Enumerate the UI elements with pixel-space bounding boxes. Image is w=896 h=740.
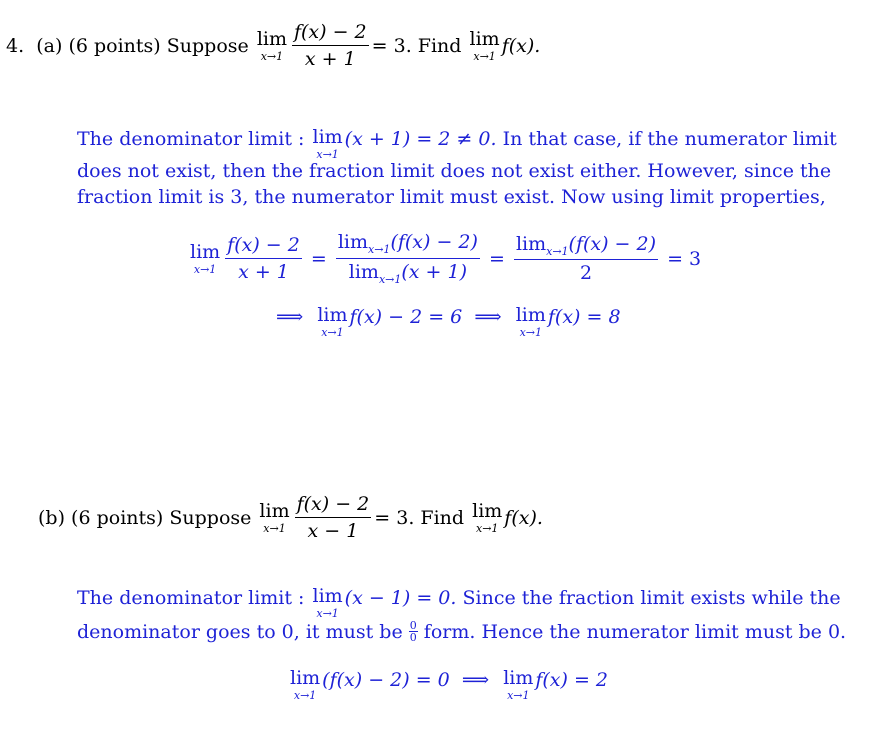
part-a-label: (a): [36, 34, 63, 57]
fraction: $\frac{\lim_{x\to 1}(f(x) - 2)}{\lim_{x\to 1}(x + 1)}$: [337, 231, 478, 286]
limit-operator: lim x→1: [312, 126, 343, 161]
limit-operator: lim x→1: [515, 304, 546, 339]
limit-operator: lim x→1: [469, 27, 500, 63]
part-b-points: (6 points): [71, 506, 164, 529]
fraction: $\frac{f(x) - 2}{x + 1}$: [293, 21, 367, 70]
part-b-label: (b): [38, 506, 65, 529]
part-a-suppose: Suppose: [166, 34, 249, 57]
question-b: (b) (6 points) Suppose lim x→1 $\frac{f(x) - 2}{x - 1}$ = 3. Find lim x→1 f(x).: [38, 493, 543, 542]
equals-three: = 3.: [371, 34, 412, 57]
equation-chain: lim x→1 $\frac{f(x) - 2}{x + 1}$ = $\frac{\lim_{x\to 1}(f(x) - 2)}{\lim_{x\to 1}(x + 1)}$ = $\frac{\lim_{x\to 1}(f(x) - 2)}{2}$ = 3: [190, 231, 702, 286]
implication-line: ⟹ lim x→1 f(x) − 2 = 6 ⟹ lim x→1 f(x) = 8: [276, 304, 621, 339]
find-label: Find: [417, 34, 462, 57]
part-a-points: (6 points): [68, 34, 161, 57]
fraction: $\frac{f(x) - 2}{x + 1}$: [227, 234, 300, 283]
problem-number: 4.: [6, 34, 25, 57]
limit-operator: lim x→1: [290, 667, 321, 702]
answer-b-line1: The denominator limit : lim x→1 (x − 1) = 0. Since the fraction limit exists while the: [77, 585, 841, 620]
limit-operator: lim x→1: [317, 304, 348, 339]
fraction: $\frac{\lim_{x\to 1}(f(x) - 2)}{2}$: [515, 232, 657, 285]
implies-arrow: ⟹: [276, 306, 304, 328]
limit-operator: lim x→1: [312, 585, 343, 620]
answer-a-line1: The denominator limit : lim x→1 (x + 1) = 2 ≠ 0. In that case, if the numerator limit: [77, 126, 837, 161]
limit-operator: lim x→1: [256, 27, 287, 63]
zero-over-zero: 0 0: [409, 619, 417, 644]
limit-operator: lim x→1: [503, 667, 534, 702]
fraction: $\frac{f(x) - 2}{x - 1}$: [296, 493, 370, 542]
answer-a-line2: does not exist, then the fraction limit does not exist either. However, since the: [77, 160, 832, 182]
limit-operator: lim x→1: [472, 499, 503, 535]
implies-arrow: ⟹: [474, 306, 502, 328]
limit-operator: lim x→1: [190, 240, 221, 276]
final-line-b: lim x→1 (f(x) − 2) = 0 ⟹ lim x→1 f(x) = 2: [290, 667, 609, 702]
question-a: [6, 22, 540, 70]
find-expression: f(x).: [501, 34, 541, 57]
answer-a-line3: fraction limit is 3, the numerator limit must exist. Now using limit properties,: [77, 186, 826, 208]
answer-b-line2: denominator goes to 0, it must be 0 0 form. Hence the numerator limit must be 0.: [77, 619, 847, 644]
implies-arrow: ⟹: [461, 669, 490, 691]
limit-operator: lim x→1: [259, 499, 290, 535]
